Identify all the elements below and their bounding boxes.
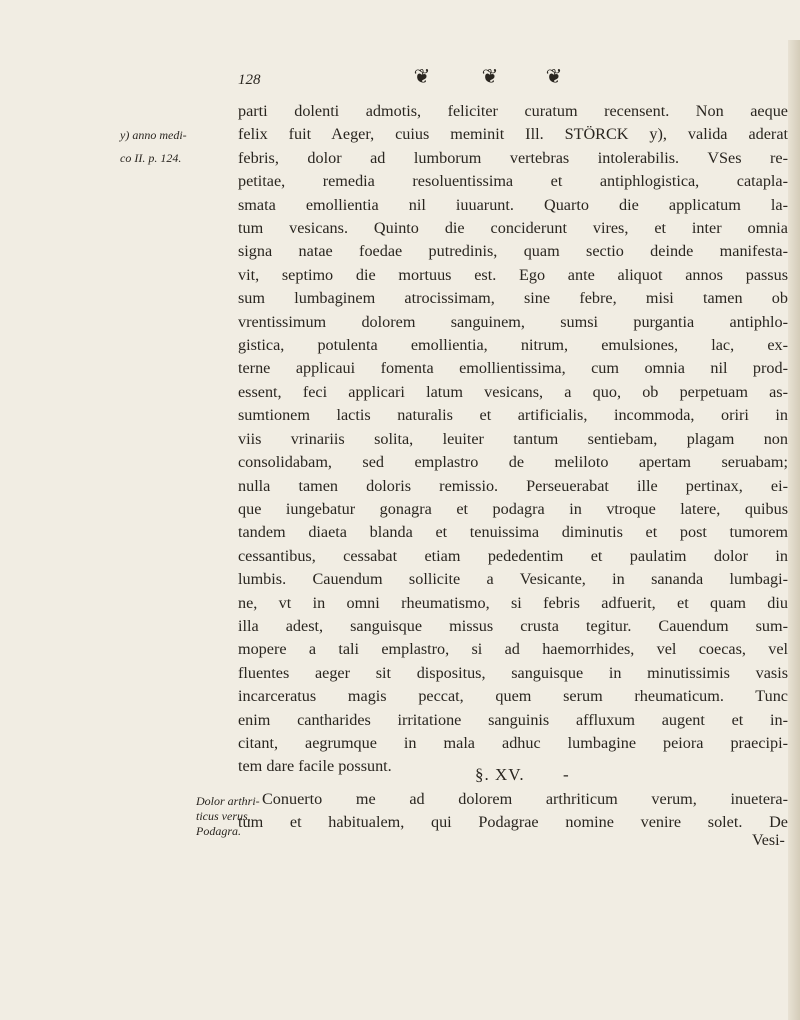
- text-line: smata emollientia nil iuuarunt. Quarto die applicatum la-: [238, 195, 788, 214]
- page-number: 128: [238, 72, 261, 88]
- text-line: nulla tamen doloris remissio. Perseuerabat ille pertinax, ei-: [238, 476, 788, 495]
- section-heading: §. XV.: [475, 765, 525, 784]
- text-line: lumbis. Cauendum sollicite a Vesicante, in sananda lumbagi-: [238, 570, 788, 589]
- text-line: gistica, potulenta emollientia, nitrum, emulsiones, lac, ex-: [238, 336, 788, 355]
- text-line: incarceratus magis peccat, quem serum rheumaticum. Tunc: [238, 687, 788, 706]
- text-line: tum et habitualem, qui Podagrae nomine venire solet. De: [238, 813, 788, 832]
- text-line: tem dare facile possunt.: [238, 757, 392, 776]
- text-line: febris, dolor ad lumborum vertebras intolerabilis. VSes re-: [238, 148, 788, 167]
- text-line: essent, feci applicari latum vesicans, a quo, ob perpetuam as-: [238, 382, 788, 401]
- catchword: Vesi-: [752, 832, 785, 849]
- text-line: illa adest, sanguisque missus crusta tegitur. Cauendum sum-: [238, 616, 788, 635]
- margin-note-line2: co II. p. 124.: [120, 151, 182, 165]
- text-line: enim cantharides irritatione sanguinis affluxum augent et in-: [238, 710, 788, 729]
- side-note-line: Podagra.: [196, 824, 241, 838]
- side-note-line: ticus verus,: [196, 809, 251, 823]
- side-note-line: Dolor arthri-: [196, 794, 260, 808]
- text-line: viis vrinariis solita, leuiter tantum sentiebam, plagam non: [238, 429, 788, 448]
- text-line: parti dolenti admotis, feliciter curatum recensent. Non aeque: [238, 102, 788, 120]
- text-line: sumtionem lactis naturalis et artificialis, incommoda, oriri in: [238, 406, 788, 425]
- text-line: terne applicaui fomenta emollientissima, cum omnia nil prod-: [238, 359, 788, 378]
- text-line: citant, aegrumque in mala adhuc lumbagine peiora praecipi-: [238, 733, 788, 752]
- text-line: sum lumbaginem atrocissimam, sine febre, misi tamen ob: [238, 289, 788, 308]
- text-line: Conuerto me ad dolorem arthriticum verum, inuetera-: [262, 790, 788, 808]
- text-line: consolidabam, sed emplastro de meliloto apertam seruabam;: [238, 453, 788, 472]
- text-line: felix fuit Aeger, cuius meminit Ill. STÖRCK y), valida aderat: [238, 125, 788, 144]
- text-line: fluentes aeger sit dispositus, sanguisque in minutissimis vasis: [238, 663, 788, 682]
- paragraph-1: [238, 100, 788, 779]
- text-line: tandem diaeta blanda et tenuissima diminutis et post tumorem: [238, 523, 788, 542]
- text-line: petitae, remedia resoluentissima et antiphlogistica, catapla-: [238, 172, 788, 191]
- header-ornaments: [410, 66, 790, 96]
- page-edge: [788, 40, 800, 1020]
- text-line: tum vesicans. Quinto die conciderunt vires, et inter omnia: [238, 219, 788, 238]
- paragraph-2: [238, 788, 788, 835]
- text-line: cessantibus, cessabat etiam pededentim et paulatim dolor in: [238, 546, 788, 565]
- ornament-right-icon: ❦: [545, 66, 563, 88]
- text-line: vit, septimo die mortuus est. Ego ante aliquot annos passus: [238, 265, 788, 284]
- text-line: ne, vt in omni rheumatismo, si febris adfuerit, et quam diu: [238, 593, 788, 612]
- text-line: vrentissimum dolorem sanguinem, sumsi purgantia antiphlo-: [238, 312, 788, 331]
- margin-note-line1: y) anno medi-: [120, 128, 187, 142]
- text-line: que iungebatur gonagra et podagra in vtroque latere, quibus: [238, 499, 788, 518]
- text-line: mopere a tali emplastro, si ad haemorrhides, vel coecas, vel: [238, 640, 788, 659]
- ornament-left-icon: ❦: [413, 66, 431, 88]
- ornament-center-icon: ❦: [481, 66, 499, 88]
- section-dash: -: [563, 765, 569, 784]
- text-line: signa natae foedae putredinis, quam sectio deinde manifesta-: [238, 242, 788, 261]
